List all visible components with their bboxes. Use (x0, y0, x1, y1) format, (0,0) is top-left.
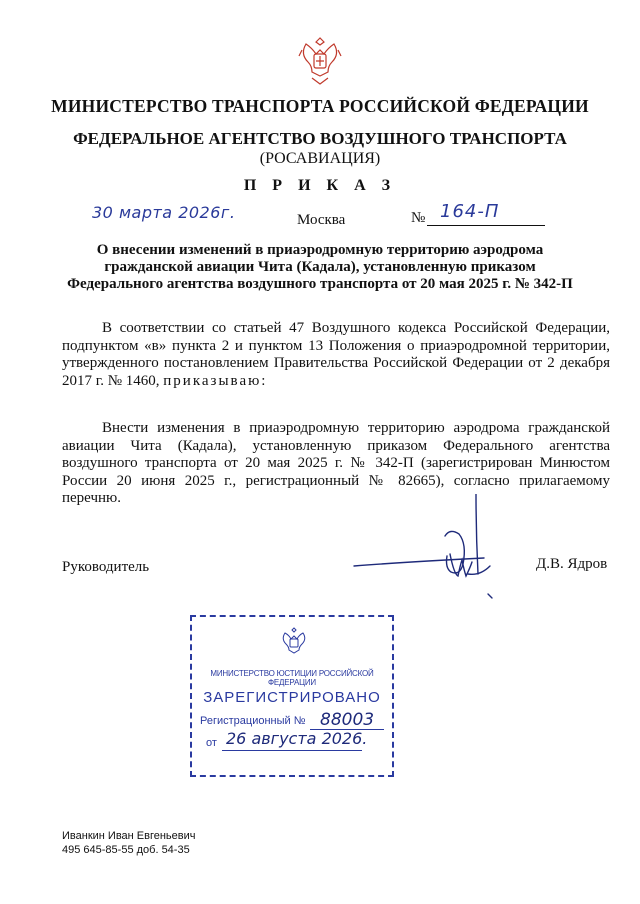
stamp-emblem-icon (280, 625, 308, 659)
stamp-ministry: МИНИСТЕРСТВО ЮСТИЦИИ РОССИЙСКОЙ ФЕДЕРАЦИИ (210, 669, 374, 687)
stamp-date-line (222, 750, 362, 751)
signature-icon (350, 494, 510, 604)
order-number-line (427, 225, 545, 226)
order-title: О внесении изменений в приаэродромную территорию аэродрома гражданской авиации Чита (Кадала), установленную приказом Федерального агентства воздушного транспорта от 20 мая 2025 г. № 342-П (67, 242, 573, 292)
document-type: П Р И К А З (243, 177, 397, 194)
paragraph-decision: Внести изменения в приаэродромную территорию аэродрома гражданской авиации Чита (Кадала), установленную приказом Федерального агентства воздушного транспорта от 20 мая 2025 г. № 342-П (зарегистрирован Минюстом России 20 июня 2025 г., регистрационный № 82665), согласно прилагаемому перечню. (62, 420, 610, 506)
agency-short-name: (РОСАВИАЦИЯ) (259, 150, 381, 167)
executor-phone: 495 645-85-55 доб. 54-35 (62, 844, 190, 856)
stamp-number-label: Регистрационный № (200, 715, 306, 727)
coat-of-arms-icon (296, 32, 344, 88)
order-date: 30 марта 2026г. (92, 203, 236, 222)
stamp-registered: ЗАРЕГИСТРИРОВАНО (203, 689, 381, 706)
agency-name: ФЕДЕРАЛЬНОЕ АГЕНТСТВО ВОЗДУШНОГО ТРАНСПОРТА (73, 129, 567, 148)
order-number: 164-П (440, 201, 500, 222)
order-city: Москва (297, 212, 346, 228)
stamp-date-label: от (206, 737, 217, 749)
executor-info (62, 829, 196, 857)
order-number-label: № (411, 210, 426, 226)
stamp-number: 88003 (320, 710, 375, 730)
basis-text: В соответствии со статьей 47 Воздушного кодекса Российской Федерации, подпунктом «в» пункта 2 и пунктом 13 Положения о приаэродромной территории, утвержденного постановлением Правительства Российской Федерации от 2 декабря 2017 г. № 1460, (62, 320, 610, 389)
signer-name: Д.В. Ядров (536, 556, 608, 572)
paragraph-basis (62, 320, 610, 390)
executor-name: Иванкин Иван Евгеньевич (62, 830, 196, 842)
ministry-name: МИНИСТЕРСТВО ТРАНСПОРТА РОССИЙСКОЙ ФЕДЕРАЦИИ (51, 96, 589, 116)
stamp-date: 26 августа 2026. (226, 729, 368, 748)
order-word: приказываю: (163, 372, 268, 389)
signer-role: Руководитель (62, 559, 150, 575)
registration-stamp (190, 615, 394, 777)
